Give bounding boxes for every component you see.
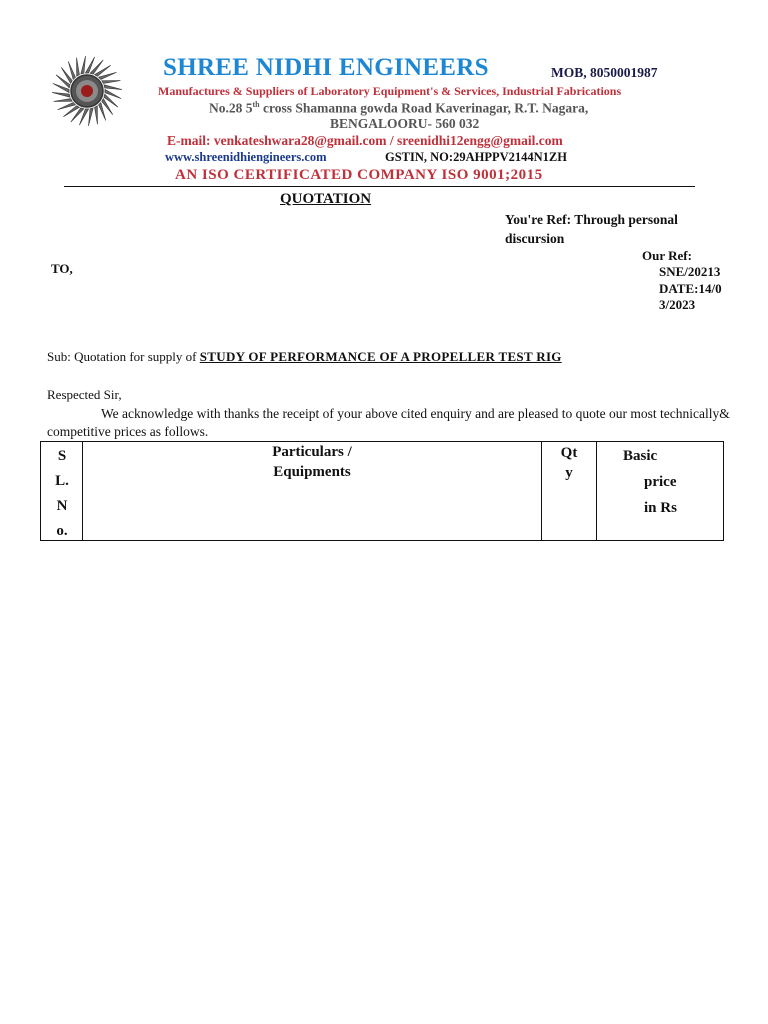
company-tagline: Manufactures & Suppliers of Laboratory Equipment's & Services, Industrial Fabrications [158,84,622,98]
document-title: QUOTATION [280,191,372,207]
logo-ray [88,108,93,126]
sl-no-column [41,442,83,540]
basic-price-column [597,442,723,540]
subject-text: STUDY OF PERFORMANCE OF A PROPELLER TEST RIG [199,349,562,364]
logo-ray [102,81,121,84]
letterhead-divider [64,186,695,187]
logo-ray [95,106,98,125]
logo-ray [77,58,80,77]
company-name: SHREE NIDHI ENGINEERS [163,54,489,81]
your-reference: You're Ref: Through personal discursion [505,212,678,246]
sl-no-header: S L. N o. [55,448,69,539]
our-reference-value: SNE/20213 [659,264,721,279]
qty-column [542,442,597,540]
logo-ray [81,56,86,74]
quotation-table [40,441,724,541]
company-logo-icon [50,54,124,128]
website-link[interactable]: www.shreenidhiengineers.com [165,150,327,164]
salutation: Respected Sir, [47,387,122,402]
logo-ray [54,99,73,102]
reference-details [659,264,723,314]
particulars-column [83,442,542,540]
iso-certification: AN ISO CERTIFICATED COMPANY ISO 9001;2015 [175,167,543,183]
to-label: TO, [51,261,73,276]
logo-ray [52,92,70,97]
logo-ray [104,85,122,90]
gstin-number: GSTIN, NO:29AHPPV2144N1ZH [385,150,567,164]
email-line: E-mail: venkateshwara28@gmail.com / sreenidhi12engg@gmail.com [167,133,563,148]
qty-header: Qt y [560,445,578,481]
address-line-1: No.28 5th cross Shamanna gowda Road Kaverinagar, R.T. Nagara, [209,100,589,116]
our-reference-label: Our Ref: [642,248,692,263]
body-paragraph: We acknowledge with thanks the receipt of your above cited enquiry and are pleased to quote our most technically& competitive prices as follows. [47,406,730,439]
quotation-date: DATE:14/03/2023 [659,280,722,312]
mobile-number: MOB, 8050001987 [551,65,658,80]
basic-price-header: Basic price in Rs [623,448,677,516]
particulars-header: Particulars / Equipments [272,444,352,480]
address-line-2: BENGALOORU- 560 032 [330,116,480,131]
subject-line: Sub: Quotation for supply of STUDY OF PERFORMANCE OF A PROPELLER TEST RIG [47,349,562,364]
